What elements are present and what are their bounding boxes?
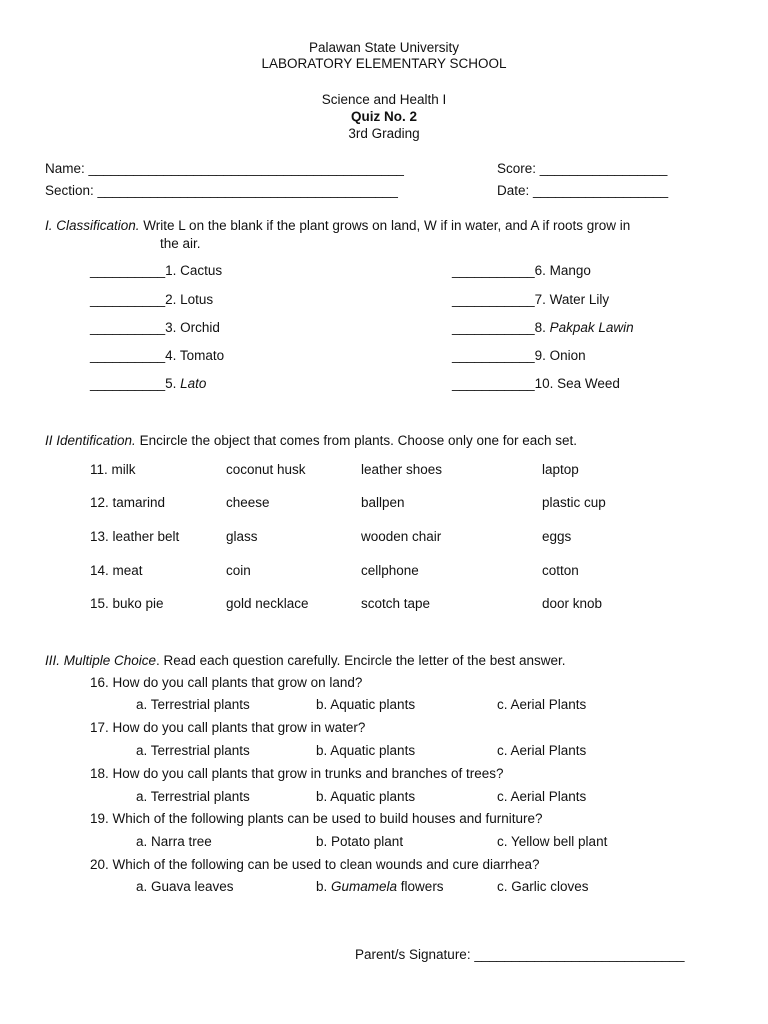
part1-title: I. Classification. <box>45 218 140 233</box>
table-cell[interactable]: coconut husk <box>226 462 306 477</box>
table-cell[interactable]: 12. tamarind <box>90 495 166 510</box>
item-number: 7. <box>534 292 550 307</box>
list-item <box>90 264 222 278</box>
part1-instruction <box>45 219 630 233</box>
choice-b[interactable]: b. Aquatic plants <box>316 743 416 758</box>
choice-b-suffix: flowers <box>397 879 444 894</box>
quiz-title: Quiz No. 2 <box>350 109 417 124</box>
answer-blank[interactable]: __________ <box>90 320 166 335</box>
answer-blank[interactable]: ___________ <box>452 263 535 278</box>
item-number: 6. <box>534 263 550 278</box>
list-item <box>452 293 609 307</box>
list-item <box>452 377 620 391</box>
subject-title: Science and Health I <box>321 92 447 107</box>
list-item <box>452 321 634 335</box>
table-cell[interactable]: plastic cup <box>542 495 606 510</box>
table-cell[interactable]: cellphone <box>361 563 419 578</box>
choice-c[interactable]: c. Garlic cloves <box>497 879 589 894</box>
choice-b[interactable]: b. Aquatic plants <box>316 789 416 804</box>
choice-b[interactable]: b. Potato plant <box>316 834 404 849</box>
choice-a[interactable]: a. Terrestrial plants <box>136 789 250 804</box>
item-text: Mango <box>549 263 591 278</box>
choice-b[interactable] <box>316 880 444 894</box>
item-text: Pakpak Lawin <box>549 320 634 335</box>
item-number: 8. <box>534 320 550 335</box>
table-cell[interactable]: scotch tape <box>361 596 431 611</box>
item-text: Sea Weed <box>557 376 620 391</box>
answer-blank[interactable]: ___________ <box>452 376 535 391</box>
section-field[interactable]: Section: ________________________________________ <box>45 183 398 198</box>
item-text: Orchid <box>180 320 220 335</box>
table-cell: 11. milk <box>90 462 136 477</box>
part2-instruction-text: Encircle the object that comes from plants. Choose only one for each set. <box>135 433 578 448</box>
item-text: Cactus <box>180 263 223 278</box>
list-item <box>90 377 206 391</box>
choice-b[interactable]: b. Aquatic plants <box>316 697 416 712</box>
part1-instruction-text: Write L on the blank if the plant grows on land, W if in water, and A if roots grow in <box>139 218 631 233</box>
item-text: Water Lily <box>549 292 610 307</box>
item-number: 10. <box>534 376 558 391</box>
question-text: 17. How do you call plants that grow in water? <box>90 720 366 735</box>
item-text: Tomato <box>179 348 225 363</box>
answer-blank[interactable]: __________ <box>90 376 166 391</box>
part3-instruction <box>45 654 566 668</box>
table-cell[interactable]: 13. leather belt <box>90 529 180 544</box>
choice-b-prefix: b. <box>316 879 332 894</box>
answer-blank[interactable]: ___________ <box>452 348 535 363</box>
table-cell[interactable]: ballpen <box>361 495 405 510</box>
table-cell[interactable]: eggs <box>542 529 572 544</box>
part3-instruction-text: . Read each question carefully. Encircle the letter of the best answer. <box>156 653 566 668</box>
answer-blank[interactable]: ___________ <box>452 320 535 335</box>
name-field[interactable]: Name: __________________________________________ <box>45 161 404 176</box>
university-name: Palawan State University <box>308 40 460 55</box>
parent-signature-field[interactable]: Parent/s Signature: ____________________________ <box>355 947 685 962</box>
choice-c[interactable]: c. Yellow bell plant <box>497 834 608 849</box>
table-cell[interactable]: 15. buko pie <box>90 596 164 611</box>
table-cell[interactable]: door knob <box>542 596 603 611</box>
table-cell[interactable]: 14. meat <box>90 563 143 578</box>
table-cell[interactable]: cotton <box>542 563 579 578</box>
list-item <box>452 349 586 363</box>
answer-blank[interactable]: __________ <box>90 348 166 363</box>
part2-instruction <box>45 434 577 448</box>
choice-b-italic: Gumamela <box>331 879 398 894</box>
choice-a[interactable]: a. Guava leaves <box>136 879 234 894</box>
item-number: 3. <box>165 320 181 335</box>
table-cell[interactable]: leather shoes <box>361 462 443 477</box>
item-number: 4. <box>165 348 180 363</box>
part2-title: II Identification. <box>45 433 136 448</box>
item-number: 2. <box>165 292 181 307</box>
choice-a[interactable]: a. Terrestrial plants <box>136 743 250 758</box>
answer-blank[interactable]: ___________ <box>452 292 535 307</box>
list-item <box>90 349 224 363</box>
school-name: LABORATORY ELEMENTARY SCHOOL <box>261 56 507 71</box>
answer-blank[interactable]: __________ <box>90 263 166 278</box>
answer-blank[interactable]: __________ <box>90 292 166 307</box>
table-cell[interactable]: cheese <box>226 495 270 510</box>
list-item <box>90 321 220 335</box>
question-text: 20. Which of the following can be used to clean wounds and cure diarrhea? <box>90 857 540 872</box>
table-cell[interactable]: gold necklace <box>226 596 309 611</box>
item-text: Lato <box>180 376 207 391</box>
part3-title: III. Multiple Choice <box>45 653 157 668</box>
question-text: 16. How do you call plants that grow on land? <box>90 675 363 690</box>
choice-a[interactable]: a. Terrestrial plants <box>136 697 250 712</box>
grading-label: 3rd Grading <box>348 126 420 141</box>
item-number: 9. <box>534 348 550 363</box>
list-item <box>90 293 213 307</box>
item-text: Onion <box>549 348 586 363</box>
choice-c[interactable]: c. Aerial Plants <box>497 789 587 804</box>
question-text: 18. How do you call plants that grow in trunks and branches of trees? <box>90 766 504 781</box>
choice-c[interactable]: c. Aerial Plants <box>497 697 587 712</box>
item-number: 5. <box>165 376 181 391</box>
list-item <box>452 264 591 278</box>
choice-a[interactable]: a. Narra tree <box>136 834 212 849</box>
score-field[interactable]: Score: _________________ <box>497 161 668 176</box>
table-cell[interactable]: glass <box>226 529 258 544</box>
item-number: 1. <box>165 263 181 278</box>
date-field[interactable]: Date: __________________ <box>497 183 669 198</box>
choice-c[interactable]: c. Aerial Plants <box>497 743 587 758</box>
table-cell[interactable]: laptop <box>542 462 579 477</box>
item-text: Lotus <box>180 292 214 307</box>
question-text: 19. Which of the following plants can be used to build houses and furniture? <box>90 811 543 826</box>
table-cell[interactable]: wooden chair <box>361 529 442 544</box>
part1-instruction-cont: the air. <box>160 236 201 251</box>
table-cell[interactable]: coin <box>226 563 251 578</box>
